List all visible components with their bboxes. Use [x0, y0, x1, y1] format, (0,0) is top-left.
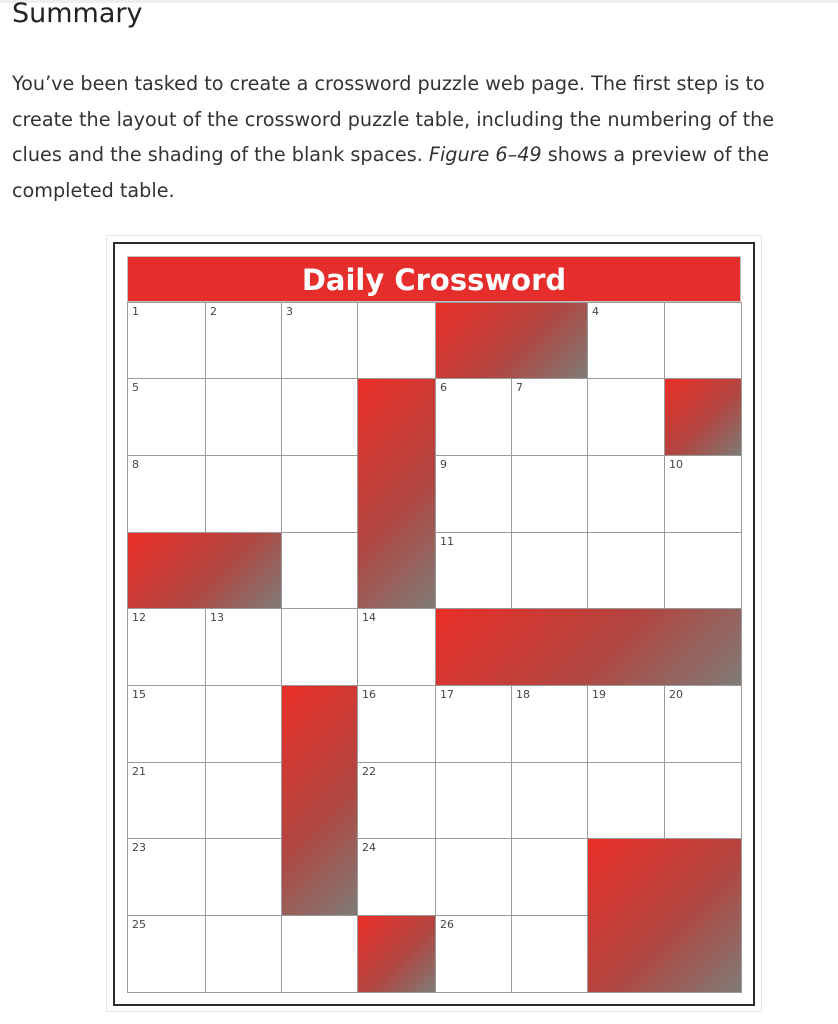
- crossword-cell[interactable]: [587, 302, 665, 379]
- crossword-cell[interactable]: [281, 915, 358, 993]
- crossword-cell[interactable]: [587, 532, 665, 609]
- crossword-cell[interactable]: [127, 762, 206, 839]
- figure-reference: Figure 6–49: [428, 143, 542, 166]
- clue-number: 13: [210, 611, 224, 624]
- crossword-cell[interactable]: [127, 378, 206, 456]
- clue-number: 21: [132, 765, 146, 778]
- crossword-cell[interactable]: [511, 455, 588, 533]
- crossword-cell[interactable]: [587, 762, 665, 839]
- crossword-cell[interactable]: [205, 608, 282, 686]
- crossword-cell[interactable]: [281, 302, 358, 379]
- crossword-cell[interactable]: [281, 608, 358, 686]
- clue-number: 17: [440, 688, 454, 701]
- crossword-cell[interactable]: [664, 685, 742, 763]
- crossword-cell[interactable]: [357, 685, 436, 763]
- shaded-block: [587, 838, 742, 993]
- crossword-cell[interactable]: [205, 302, 282, 379]
- clue-number: 25: [132, 918, 146, 931]
- summary-text-start: You’ve been tasked to create a crossword puzzle web page. The first step is to create the layout of the crossword puzzle table, including the numbering of the clues and the shading of the blank spaces.: [12, 72, 775, 166]
- clue-number: 20: [669, 688, 683, 701]
- shaded-block: [281, 685, 358, 916]
- shaded-block: [127, 532, 282, 609]
- crossword-cell[interactable]: [511, 378, 588, 456]
- crossword-cell[interactable]: [664, 302, 742, 379]
- crossword-cell[interactable]: [281, 532, 358, 609]
- clue-number: 1: [132, 305, 139, 318]
- crossword-cell[interactable]: [435, 762, 512, 839]
- crossword-cell[interactable]: [664, 455, 742, 533]
- crossword-cell[interactable]: [511, 915, 588, 993]
- crossword-title: Daily Crossword: [127, 256, 741, 302]
- crossword-cell[interactable]: [127, 455, 206, 533]
- crossword-cell[interactable]: [511, 685, 588, 763]
- crossword-cell[interactable]: [127, 608, 206, 686]
- crossword-cell[interactable]: [281, 455, 358, 533]
- crossword-cell[interactable]: [587, 685, 665, 763]
- clue-number: 23: [132, 841, 146, 854]
- clue-number: 19: [592, 688, 606, 701]
- clue-number: 26: [440, 918, 454, 931]
- crossword-cell[interactable]: [127, 302, 206, 379]
- clue-number: 10: [669, 458, 683, 471]
- crossword-cell[interactable]: [205, 915, 282, 993]
- crossword-cell[interactable]: [587, 455, 665, 533]
- crossword-grid: [127, 302, 741, 992]
- clue-number: 18: [516, 688, 530, 701]
- crossword-cell[interactable]: [664, 532, 742, 609]
- crossword-cell[interactable]: [664, 762, 742, 839]
- crossword-cell[interactable]: [587, 378, 665, 456]
- crossword-cell[interactable]: [511, 838, 588, 916]
- crossword-cell[interactable]: [435, 685, 512, 763]
- crossword-cell[interactable]: [435, 455, 512, 533]
- clue-number: 11: [440, 535, 454, 548]
- shaded-block: [435, 608, 742, 686]
- crossword-cell[interactable]: [127, 915, 206, 993]
- clue-number: 3: [286, 305, 293, 318]
- section-heading: Summary: [12, 0, 143, 29]
- clue-number: 14: [362, 611, 376, 624]
- shaded-block: [357, 915, 436, 993]
- crossword-cell[interactable]: [511, 762, 588, 839]
- crossword-cell[interactable]: [357, 608, 436, 686]
- crossword-cell[interactable]: [127, 685, 206, 763]
- crossword-cell[interactable]: [205, 762, 282, 839]
- crossword-cell[interactable]: [435, 378, 512, 456]
- clue-number: 6: [440, 381, 447, 394]
- clue-number: 4: [592, 305, 599, 318]
- clue-number: 7: [516, 381, 523, 394]
- shaded-block: [664, 378, 742, 456]
- clue-number: 5: [132, 381, 139, 394]
- shaded-block: [435, 302, 588, 379]
- shaded-block: [357, 378, 436, 609]
- crossword-cell[interactable]: [435, 915, 512, 993]
- crossword-cell[interactable]: [205, 378, 282, 456]
- clue-number: 15: [132, 688, 146, 701]
- crossword-cell[interactable]: [357, 838, 436, 916]
- clue-number: 16: [362, 688, 376, 701]
- clue-number: 12: [132, 611, 146, 624]
- crossword-cell[interactable]: [205, 455, 282, 533]
- crossword-cell[interactable]: [435, 532, 512, 609]
- crossword-cell[interactable]: [205, 685, 282, 763]
- crossword-cell[interactable]: [205, 838, 282, 916]
- crossword-cell[interactable]: [357, 762, 436, 839]
- crossword-cell[interactable]: [281, 378, 358, 456]
- crossword-cell[interactable]: [357, 302, 436, 379]
- summary-text-end: shows a preview of the completed table.: [12, 143, 770, 202]
- clue-number: 24: [362, 841, 376, 854]
- clue-number: 9: [440, 458, 447, 471]
- crossword-cell[interactable]: [127, 838, 206, 916]
- clue-number: 8: [132, 458, 139, 471]
- clue-number: 2: [210, 305, 217, 318]
- summary-paragraph: [12, 66, 827, 208]
- crossword-cell[interactable]: [511, 532, 588, 609]
- crossword-cell[interactable]: [435, 838, 512, 916]
- clue-number: 22: [362, 765, 376, 778]
